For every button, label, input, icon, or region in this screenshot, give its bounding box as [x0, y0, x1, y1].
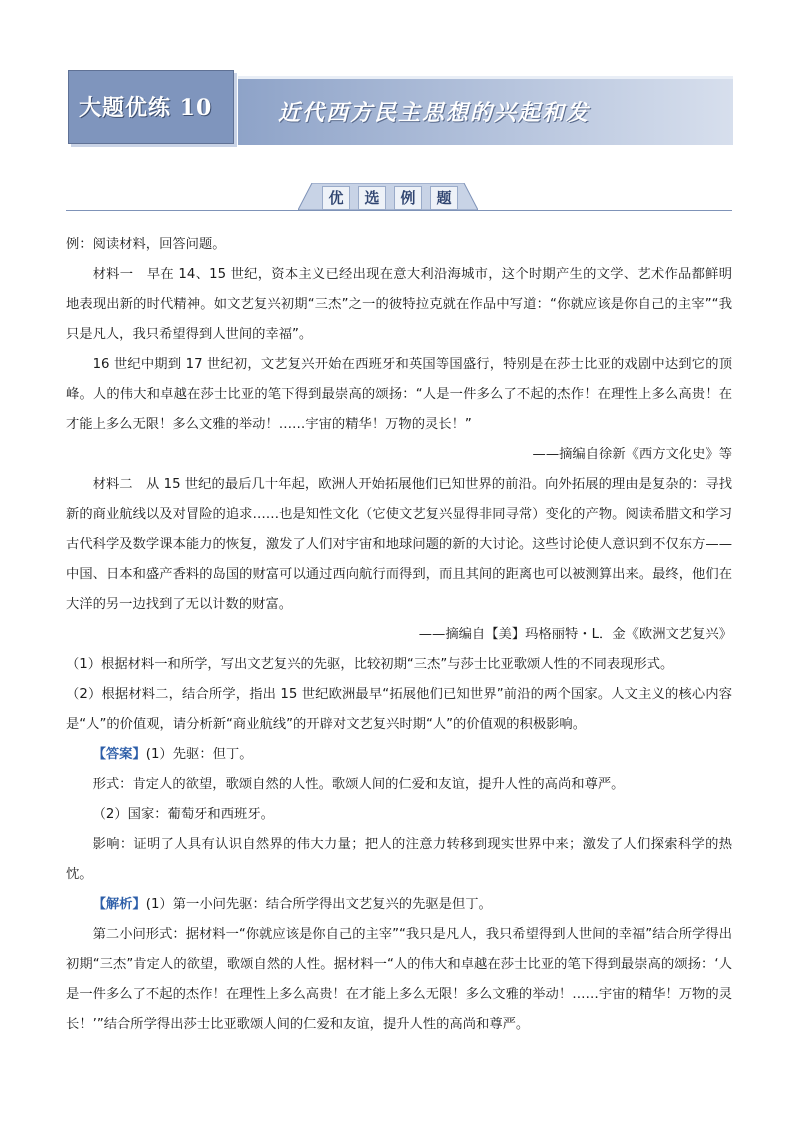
- answer-text: (1）先驱：但丁。: [145, 747, 253, 762]
- exercise-label-box: [68, 70, 234, 144]
- source-citation: ——摘编自徐新《西方文化史》等: [532, 447, 732, 462]
- header-banner: [68, 70, 733, 142]
- analysis-1: [66, 890, 732, 920]
- section-char: 题: [430, 186, 458, 210]
- material-one: 材料一 早在 14、15 世纪，资本主义已经出现在意大利沿海城市，这个时期产生的文学、艺术作品都鲜明地表现出新的时代精神。如文艺复兴初期“三杰”之一的彼特拉克就在作品中写道：“你就应该是你自己的主宰”“我只是凡人，我只希望得到人世间的幸福”。: [66, 267, 732, 342]
- question-1: （1）根据材料一和所学，写出文艺复兴的先驱，比较初期“三杰”与莎士比亚歌颂人性的不同表现形式。: [66, 657, 674, 672]
- analysis-text: (1）第一小问先驱：结合所学得出文艺复兴的先驱是但丁。: [145, 897, 492, 912]
- answer-1: [66, 740, 732, 770]
- page-title: 近代西方民主思想的兴起和发: [278, 100, 591, 126]
- material-one-continued: 16 世纪中期到 17 世纪初，文艺复兴开始在西班牙和英国等国盛行，特别是在莎士比亚的戏剧中达到它的顶峰。人的伟大和卓越在莎士比亚的笔下得到最崇高的颂扬：“人是一件多么了不起的杰作！在理性上多么高贵！在才能上多么无限！多么文雅的举动！……宇宙的精华！万物的灵长！”: [66, 357, 732, 432]
- answer-2-impact: 影响：证明了人具有认识自然界的伟大力量；把人的注意力转移到现实世界中来；激发了人们探索科学的热忱。: [66, 837, 732, 882]
- answer-tag: 【答案】: [92, 747, 146, 762]
- section-char: 例: [394, 186, 422, 210]
- title-box: [238, 76, 733, 145]
- analysis-2: 第二小问形式：据材料一“你就应该是你自己的主宰”“我只是凡人，我只希望得到人世间的幸福”结合所学得出初期“三杰”肯定人的欲望，歌颂自然的人性。据材料一“人的伟大和卓越在莎士比亚的笔下得到最崇高的颂扬：‘人是一件多么了不起的杰作！在理性上多么高贵！在才能上多么无限！多么文雅的举动！……宇宙的精华！万物的灵长！’”结合所学得出莎士比亚歌颂人间的仁爱和友谊，提升人性的高尚和尊严。: [66, 927, 732, 1032]
- material-two: 材料二 从 15 世纪的最后几十年起，欧洲人开始拓展他们已知世界的前沿。向外拓展的理由是复杂的：寻找新的商业航线以及对冒险的追求……也是知性文化（它使文艺复兴显得非同寻常）变化的产物。阅读希腊文和学习古代科学及数学课本能力的恢复，激发了人们对宇宙和地球问题的新的大讨论。这些讨论使人意识到不仅东方——中国、日本和盛产香料的岛国的财富可以通过西向航行而得到，而且其间的距离也可以被测算出来。最终，他们在大洋的另一边找到了无以计数的财富。: [66, 477, 732, 612]
- section-char: 选: [358, 186, 386, 210]
- question-2: （2）根据材料二，结合所学，指出 15 世纪欧洲最早“拓展他们已知世界”前沿的两个国家。人文主义的核心内容是“人”的价值观，请分析新“商业航线”的开辟对文艺复兴时期“人”的价值观的积极影响。: [66, 687, 732, 732]
- answer-2: （2）国家：葡萄牙和西班牙。: [92, 807, 274, 822]
- source-citation: ——摘编自【美】玛格丽特・L．金《欧洲文艺复兴》: [418, 627, 732, 642]
- section-char: 优: [322, 186, 350, 210]
- document-body: [66, 230, 732, 1040]
- example-intro: 例：阅读材料，回答问题。: [66, 237, 226, 252]
- section-badge: [298, 183, 478, 211]
- analysis-tag: 【解析】: [92, 897, 146, 912]
- answer-1-form: 形式：肯定人的欲望，歌颂自然的人性。歌颂人间的仁爱和友谊，提升人性的高尚和尊严。: [92, 777, 625, 792]
- exercise-label: 大题优练 10: [79, 95, 213, 121]
